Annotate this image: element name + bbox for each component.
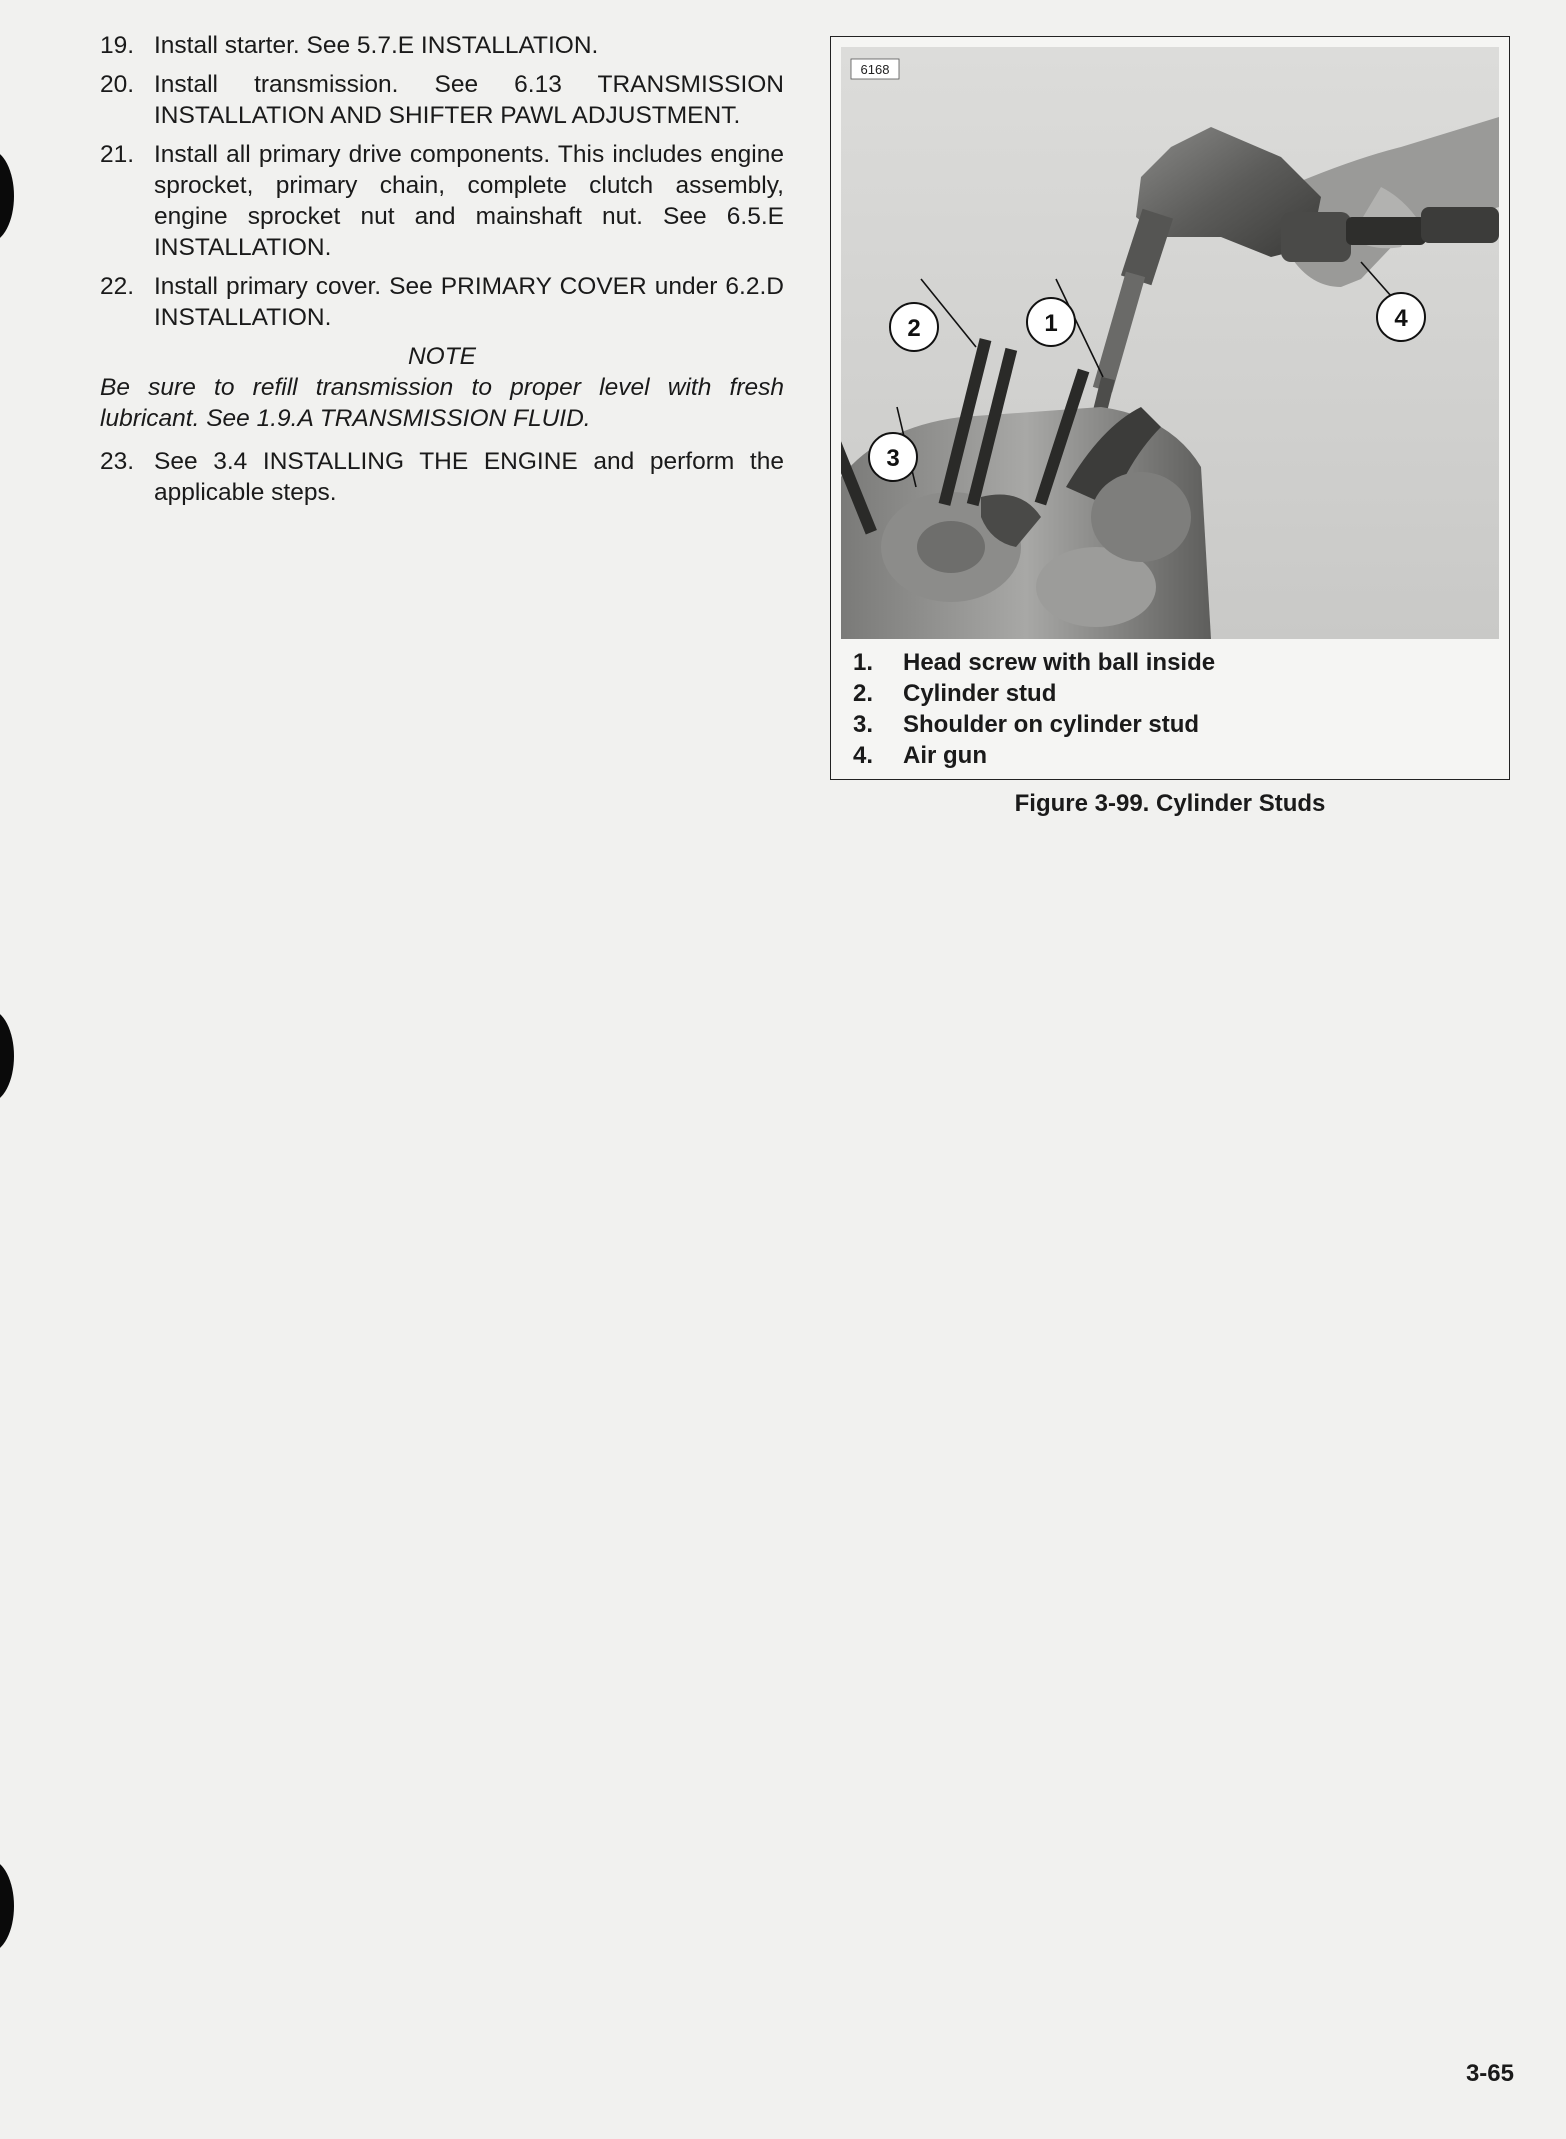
legend-item — [853, 678, 1215, 709]
cylinder-studs-illustration — [841, 47, 1499, 639]
step-22 — [100, 271, 784, 333]
note-body: Be sure to refill transmission to proper level with fresh lubricant. See 1.9.A TRANSMISSION FLUID. — [100, 374, 784, 432]
figure-caption: Figure 3-99. Cylinder Studs — [1014, 790, 1326, 817]
step-number: 22. — [100, 273, 135, 300]
svg-text:3: 3 — [886, 445, 900, 472]
page-number: 3-65 — [1465, 2060, 1514, 2087]
binder-hole — [0, 150, 14, 242]
callout-2 — [890, 303, 938, 351]
note-title: NOTE — [407, 343, 477, 370]
step-number: 19. — [100, 32, 135, 59]
legend-item — [853, 647, 1215, 678]
step-number: 20. — [100, 71, 135, 98]
legend-text: Shoulder on cylinder stud — [903, 711, 1200, 738]
figure-box — [830, 36, 1510, 780]
step-text: Install all primary drive components. This includes engine sprocket, primary chain, complete clutch assembly, engine sprocket nut and mainshaft nut. See 6.5.E INSTALLATION. — [154, 141, 784, 261]
legend-number: 4. — [853, 742, 874, 769]
step-text: Install primary cover. See PRIMARY COVER under 6.2.D INSTALLATION. — [154, 273, 784, 331]
svg-text:4: 4 — [1394, 305, 1408, 332]
legend-text: Cylinder stud — [903, 680, 1057, 707]
svg-text:1: 1 — [1044, 310, 1058, 337]
callout-3 — [869, 433, 917, 481]
legend-number: 3. — [853, 711, 874, 738]
figure-legend — [853, 647, 1215, 771]
legend-item — [853, 709, 1215, 740]
binder-hole — [0, 1010, 14, 1102]
step-text: See 3.4 INSTALLING THE ENGINE and perform the applicable steps. — [154, 448, 784, 506]
step-19 — [100, 30, 784, 61]
legend-number: 1. — [853, 649, 874, 676]
figure-photo — [841, 47, 1499, 639]
image-code-label: 6168 — [860, 62, 890, 77]
svg-text:2: 2 — [907, 315, 921, 342]
binder-hole — [0, 1860, 14, 1952]
legend-item — [853, 740, 1215, 771]
callout-1 — [1027, 298, 1075, 346]
step-23 — [100, 446, 784, 508]
legend-number: 2. — [853, 680, 874, 707]
step-20 — [100, 69, 784, 131]
instructions-column — [100, 30, 784, 516]
legend-text: Air gun — [903, 742, 987, 769]
step-text: Install transmission. See 6.13 TRANSMISSION INSTALLATION AND SHIFTER PAWL ADJUSTMENT. — [154, 71, 784, 129]
step-text: Install starter. See 5.7.E INSTALLATION. — [154, 32, 599, 59]
callout-4 — [1377, 293, 1425, 341]
legend-text: Head screw with ball inside — [903, 649, 1216, 676]
step-21 — [100, 139, 784, 263]
step-number: 21. — [100, 141, 135, 168]
step-number: 23. — [100, 448, 135, 475]
